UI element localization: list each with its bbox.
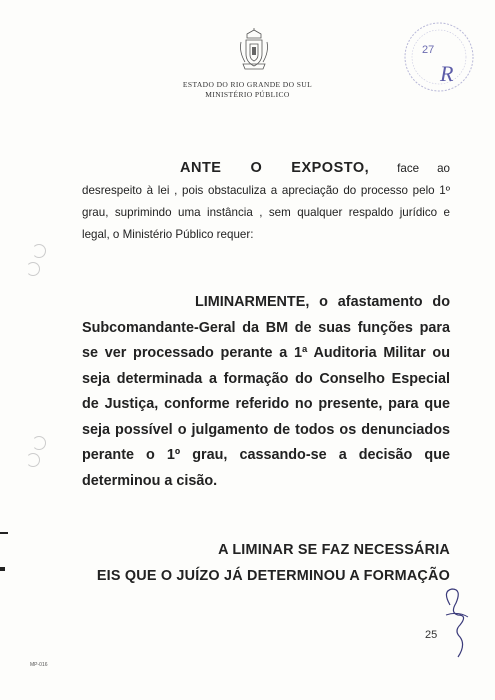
urgency-line-2: EIS QUE O JUÍZO JÁ DETERMINOU A FORMAÇÃO: [96, 567, 450, 584]
footer-form-code: MP-016: [30, 662, 48, 668]
ante-o-exposto-heading: ANTE O EXPOSTO,: [180, 160, 370, 176]
paragraph-conclusion-text: desrespeito à lei , pois obstaculiza a apreciação do processo pelo 1º grau, suprimindo uma instância , sem qualquer respaldo jurídico e legal, o Ministério Público requer:: [82, 184, 450, 241]
margin-mark-2: [0, 567, 5, 571]
binder-hole-mark: [26, 453, 40, 467]
binder-hole-mark: [32, 436, 46, 450]
binder-hole-mark: [26, 262, 40, 276]
urgency-line-1: A LIMINAR SE FAZ NECESSÁRIA: [218, 542, 450, 558]
stamp-number: 27: [422, 44, 435, 56]
preliminary-request-text: LIMINARMENTE, o afastamento do Subcomandante-Geral da BM de suas funções para se ver processado perante a 1ª Auditoria Militar ou seja determinada a formação do Conselho Especial de Justiça, conforme referido no presente, para que seja possível o julgamento de todos os denunciados perante o 1º grau, cassando-se a decisão que determinou a cisão.: [82, 294, 450, 489]
paragraph-urgency: [82, 538, 450, 589]
header-institution-name: MINISTÉRIO PÚBLICO: [205, 90, 290, 99]
paragraph-preliminary-request: [82, 290, 450, 494]
paragraph-conclusion: ANTE O EXPOSTO, face ao desrespeito à lei , pois obstaculiza a apreciação do processo pelo 1º grau, suprimindo uma instância , sem qualquer respaldo jurídico e legal, o Ministério Público requer:: [82, 160, 450, 241]
binder-hole-mark: [32, 244, 46, 258]
margin-mark: [0, 532, 8, 534]
state-coat-of-arms-icon: [237, 28, 271, 72]
header-state-name: ESTADO DO RIO GRANDE DO SUL: [182, 80, 313, 89]
protocol-stamp: [392, 15, 487, 105]
stamp-initials: R: [440, 61, 454, 86]
page-number: 25: [425, 629, 438, 641]
handwritten-signature: [438, 585, 478, 660]
